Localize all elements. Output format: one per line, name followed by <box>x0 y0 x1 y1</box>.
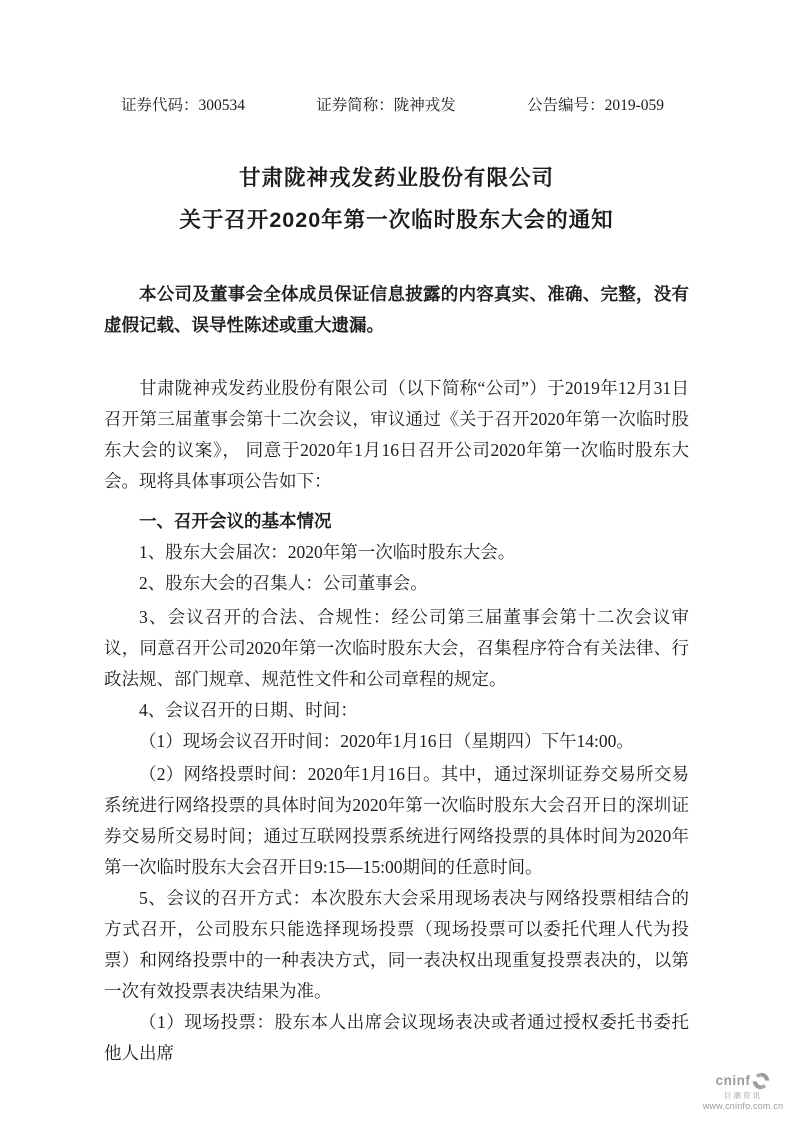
securities-header-row <box>121 96 664 116</box>
cninfo-website-url: www.cninfo.com.cn <box>702 1101 784 1111</box>
list-item-4-sub-2: （2）网络投票时间：2020年1月16日。其中，通过深圳证券交易所交易系统进行网络投票的具体时间为2020年第一次临时股东大会召开日的深圳证券交易所交易时间；通过互联网投票系统进行网络投票的具体时间为2020年第一次临时股东大会召开日9:15—15:00期间的任意时间。 <box>104 764 689 877</box>
company-title: 甘肃陇神戎发药业股份有限公司 <box>238 166 554 190</box>
intro-paragraph: 甘肃陇神戎发药业股份有限公司（以下简称“公司”）于2019年12月31日召开第三届董事会第十二次会议，审议通过《关于召开2020年第一次临时股东大会的议案》， 同意于2020年1月16日召开公司2020年第一次临时股东大会。现将具体事项公告如下： <box>104 378 689 491</box>
cninfo-brand-text: cninf <box>715 1073 751 1088</box>
list-item-3: 3、会议召开的合法、合规性：经公司第三届董事会第十二次会议审议，同意召开公司2020年第一次临时股东大会，召集程序符合有关法律、行政法规、部门规章、规范性文件和公司章程的规定。 <box>104 607 689 689</box>
cninfo-swirl-icon <box>752 1072 770 1090</box>
cninfo-brand-chinese: 巨潮资讯 <box>724 1091 762 1100</box>
document-content <box>104 0 689 1069</box>
stock-code-label: 证券代码：300534 <box>121 97 246 114</box>
stock-name-label: 证券简称：陇神戎发 <box>316 97 456 114</box>
section-heading-1: 一、召开会议的基本情况 <box>139 511 332 531</box>
notice-title: 关于召开2020年第一次临时股东大会的通知 <box>179 208 614 232</box>
disclaimer-paragraph: 本公司及董事会全体成员保证信息披露的内容真实、准确、完整，没有虚假记载、误导性陈述或重大遗漏。 <box>104 284 689 335</box>
list-item-1: 1、股东大会届次：2020年第一次临时股东大会。 <box>139 542 516 562</box>
list-item-4-sub-1: （1）现场会议召开时间：2020年1月16日（星期四）下午14:00。 <box>139 731 634 751</box>
cninfo-watermark <box>697 1072 789 1112</box>
announcement-number-label: 公告编号：2019-059 <box>527 97 664 114</box>
cninfo-brand-row <box>716 1072 771 1090</box>
list-item-4: 4、会议召开的日期、时间： <box>139 700 358 720</box>
list-item-5: 5、会议的召开方式：本次股东大会采用现场表决与网络投票相结合的方式召开，公司股东只能选择现场投票（现场投票可以委托代理人代为投票）和网络投票中的一种表决方式，同一表决权出现重复投票表决的，以第一次有效投票表决结果为准。 <box>104 888 689 1001</box>
list-item-2: 2、股东大会的召集人：公司董事会。 <box>139 573 428 593</box>
list-item-5-sub-1: （1）现场投票：股东本人出席会议现场表决或者通过授权委托书委托他人出席 <box>104 1012 689 1063</box>
